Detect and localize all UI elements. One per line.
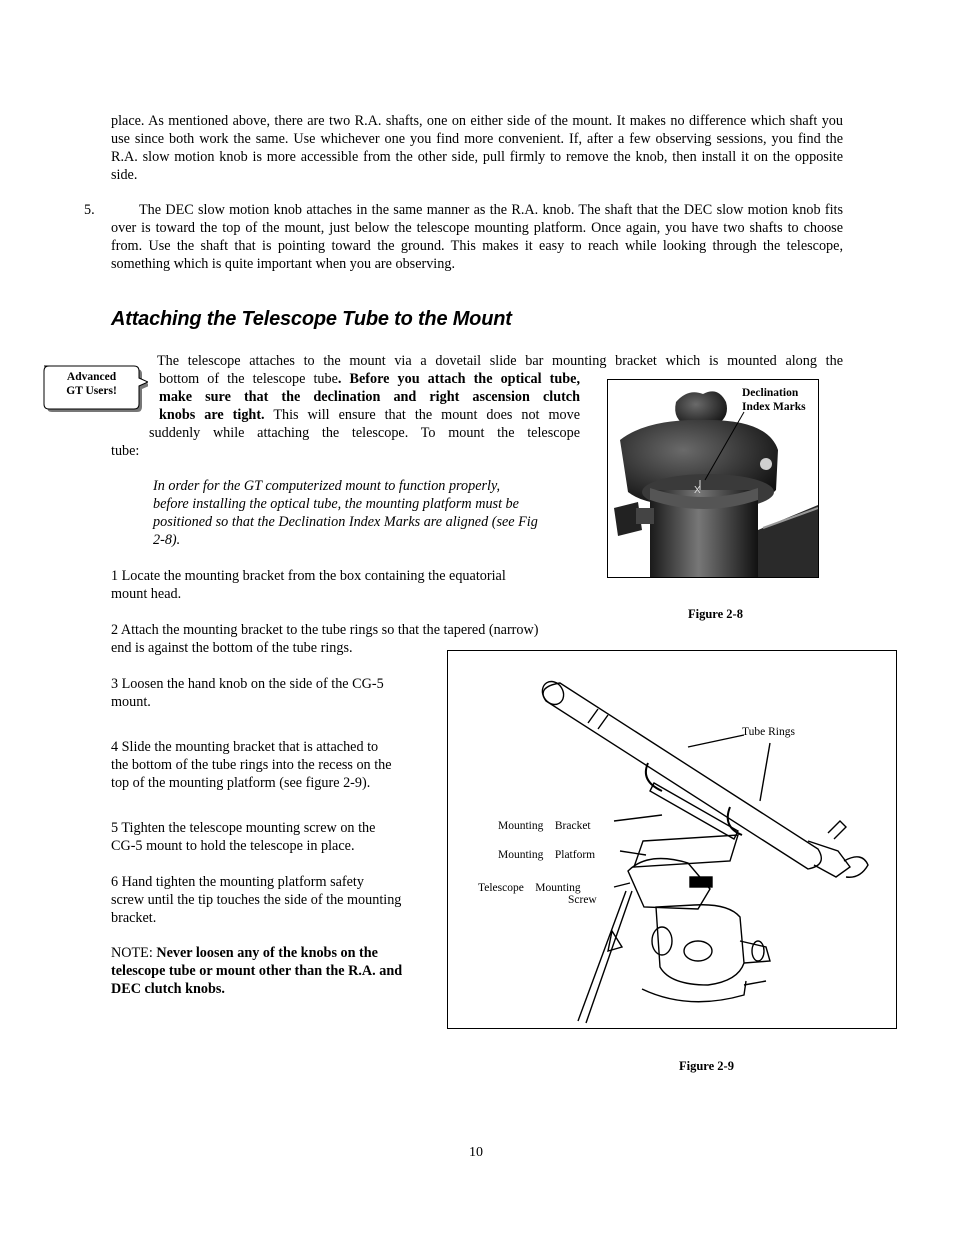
gt-note-line-1: In order for the GT computerized mount to function properly, [153, 478, 501, 494]
figure-2-8-caption: Figure 2-8 [688, 607, 743, 621]
figure-2-9-caption: Figure 2-9 [679, 1059, 734, 1073]
step-5: 5 Tighten the telescope mounting screw on the CG-5 mount to hold the telescope in place. [111, 820, 376, 854]
step-3: 3 Loosen the hand knob on the side of the CG-5 mount. [111, 676, 384, 710]
step-4: 4 Slide the mounting bracket that is attached to the bottom of the tube rings into the recess on the top of the mounting platform (see figure 2-9). [111, 739, 392, 791]
label-mounting-platform: Mounting Platform [498, 849, 596, 861]
gt-note-line-4: 2-8). [153, 532, 181, 548]
step-1: 1 Locate the mounting bracket from the box containing the equatorial mount head. [111, 568, 506, 602]
fig28-label-line-1: Declination [742, 387, 799, 399]
intro-line-3: make sure that the declination and right ascension clutch [159, 389, 580, 405]
list-item-5: The DEC slow motion knob attaches in the same manner as the R.A. knob. The shaft that the DEC slow motion knob fits over is toward the top of the mount, just below the telescope mounting platform. Once again, you have two shafts to choose from. Use the shaft that is pointing toward the ground. This makes it easy to reach while looking through the telescope, something which is quite important when you are observing. [111, 202, 843, 272]
declination-index-mark: X [694, 485, 701, 496]
advanced-users-callout [38, 360, 148, 422]
step-2: 2 Attach the mounting bracket to the tube rings so that the tapered (narrow) end is against the bottom of the tube rings. [111, 622, 539, 656]
body-paragraph-top: place. As mentioned above, there are two R.A. shafts, one on either side of the mount. It makes no difference which shaft you use since both work the same. Use whichever one you find more convenient. If, after a few observing sessions, you find the R.A. slow motion knob is more accessible from the other side, pull firmly to remove the knob, then install it on the opposite side. [111, 113, 843, 183]
label-tube-rings: Tube Rings [742, 726, 795, 738]
page-number: 10 [469, 1145, 483, 1160]
label-mounting-bracket: Mounting Bracket [498, 820, 591, 832]
label-screw: Screw [568, 894, 597, 906]
figure-2-8 [607, 379, 819, 578]
section-heading: Attaching the Telescope Tube to the Mount [111, 308, 512, 330]
intro-line-4: knobs are tight. This will ensure that the mount does not move [159, 407, 581, 423]
fig28-label-line-2: Index Marks [742, 401, 806, 413]
figure-2-9 [447, 650, 897, 1029]
callout-line-2: GT Users! [66, 385, 117, 397]
intro-line-2: bottom of the telescope tube. Before you attach the optical tube, [159, 371, 580, 387]
list-number-5: 5. [84, 202, 95, 218]
intro-line-1: The telescope attaches to the mount via a dovetail slide bar mounting bracket which is mounted along the [157, 353, 843, 369]
gt-note-line-3: positioned so that the Declination Index Marks are aligned (see Fig [153, 514, 538, 530]
label-telescope-mounting: Telescope Mounting [478, 882, 581, 894]
telescope-assembly-drawing [448, 651, 896, 1028]
intro-line-6: tube: [111, 443, 140, 459]
intro-line-5: suddenly while attaching the telescope. To mount the telescope [149, 425, 580, 441]
gt-note [153, 477, 593, 549]
callout-line-1: Advanced [66, 371, 117, 383]
gt-note-line-2: before installing the optical tube, the mounting platform must be [153, 496, 519, 512]
step-6: 6 Hand tighten the mounting platform safety screw until the tip touches the side of the mounting bracket. [111, 874, 402, 926]
warning-note: NOTE: Never loosen any of the knobs on the telescope tube or mount other than the R.A. and DEC clutch knobs. [111, 945, 403, 997]
